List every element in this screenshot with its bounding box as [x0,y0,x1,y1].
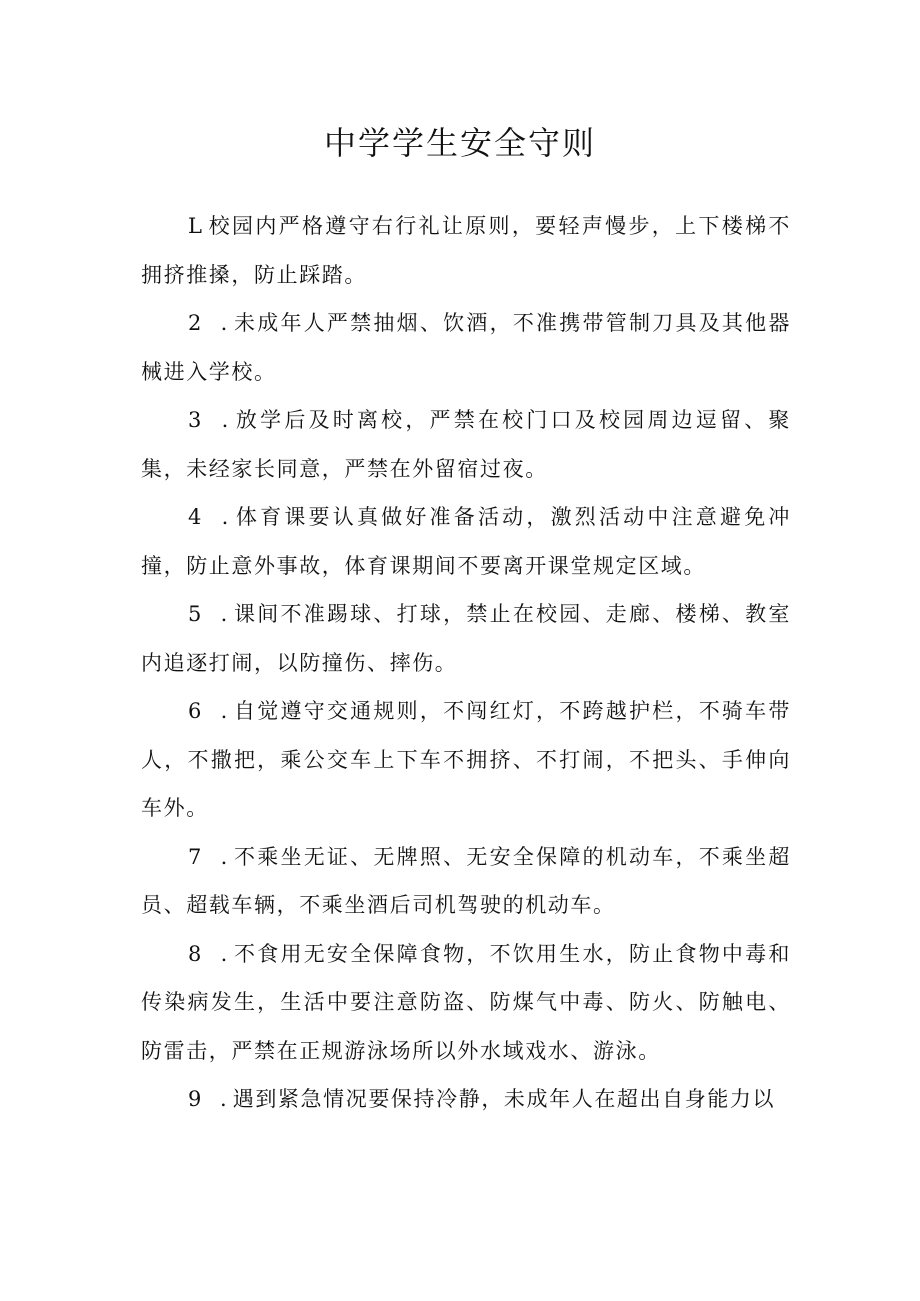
rule-item [141,833,791,930]
rule-item [141,930,791,1076]
rule-item [141,202,791,299]
rule-item [141,396,791,493]
rule-number: 5 . [188,602,234,626]
rule-text: 未成年人严禁抽烟、饮酒，不准携带管制刀具及其他器械进入学校。 [141,311,791,384]
rule-item [141,590,791,687]
rule-text: 遇到紧急情况要保持冷静，未成年人在超出自身能力以 [232,1087,776,1111]
rule-text: 课间不准踢球、打球，禁止在校园、走廊、楼梯、教室内追逐打闹，以防撞伤、摔伤。 [141,602,791,675]
rules-list [141,202,791,1124]
rule-text: 不食用无安全保障食物，不饮用生水，防止食物中毒和传染病发生，生活中要注意防盗、防煤气中毒、防火、防触电、防雷击，严禁在正规游泳场所以外水域戏水、游泳。 [141,941,791,1063]
rule-number: 7 . [188,844,234,869]
rule-number: 9 . [188,1087,233,1111]
rule-text: 放学后及时离校，严禁在校门口及校园周边逗留、聚集，未经家长同意，严禁在外留宿过夜。 [141,408,791,481]
rule-number: 8 . [188,941,234,966]
rule-item [141,299,791,396]
page-title: 中学学生安全守则 [323,124,596,162]
rule-number: 3 . [188,408,235,432]
rule-text: 体育课要认真做好准备活动，激烈活动中注意避免冲撞，防止意外事故，体育课期间不要离开课堂规定区域。 [141,505,791,578]
rule-number: 6 . [188,699,234,723]
rule-text: 不乘坐无证、无牌照、无安全保障的机动车，不乘坐超员、超载车辆，不乘坐酒后司机驾驶的机动车。 [141,844,791,917]
rule-number: L [188,214,208,238]
rule-number: 2 . [188,311,234,335]
rule-item [141,493,791,590]
rule-number: 4 . [188,505,235,529]
rule-item [141,1075,791,1124]
rule-text: 自觉遵守交通规则，不闯红灯，不跨越护栏，不骑车带人，不撒把，乘公交车上下车不拥挤、不打闹，不把头、手伸向车外。 [141,699,791,820]
rule-item [141,687,791,833]
rule-text: 校园内严格遵守右行礼让原则，要轻声慢步，上下楼梯不拥挤推搡，防止踩踏。 [141,214,791,287]
